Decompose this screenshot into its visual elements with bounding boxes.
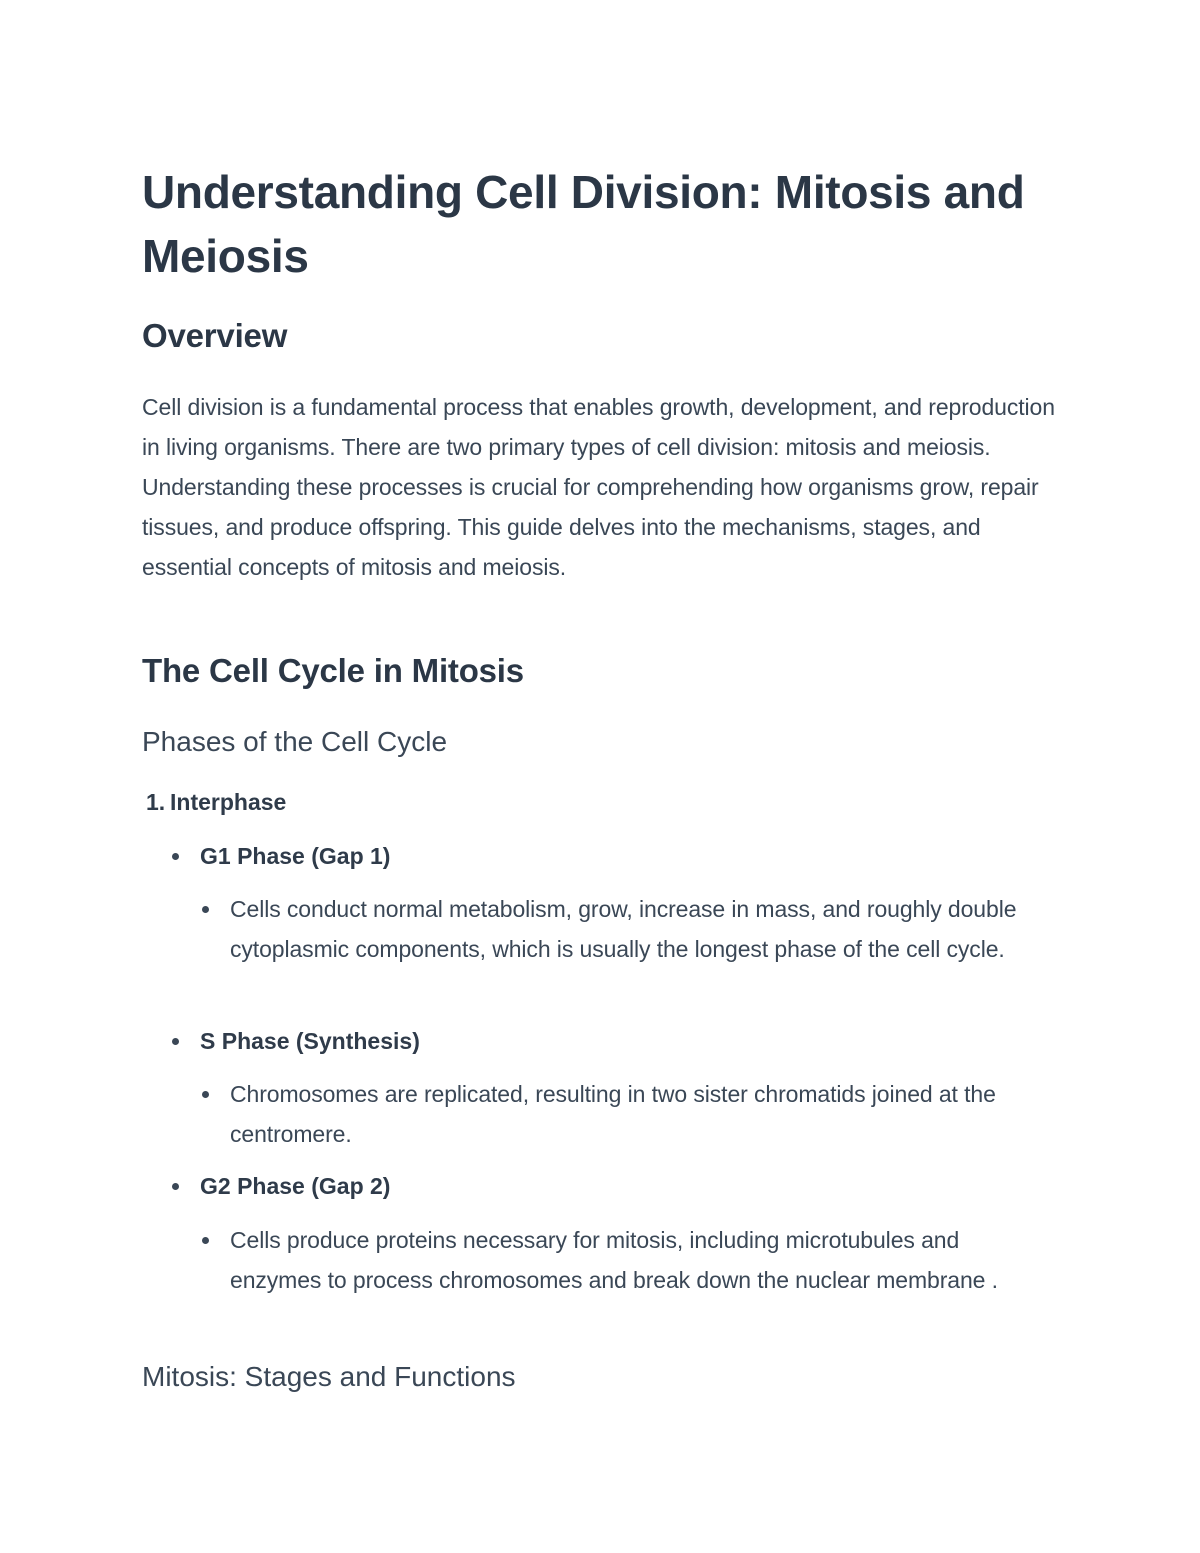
g1-phase-detail [202,889,1022,969]
bullet-icon [172,853,179,860]
list-number: 1. [146,789,166,815]
overview-paragraph: Cell division is a fundamental process that enables growth, development, and reproduction in living organisms. There are two primary types of cell division: mitosis and meiosis. Understanding these processes is crucial for comprehending how organisms grow, repair tissues, and produce offspring. This guide delves into the mechanisms, stages, and essential concepts of mitosis and meiosis. [142,394,1055,580]
interphase-label: Interphase [170,789,287,815]
g2-phase-label: G2 Phase (Gap 2) [200,1173,391,1199]
interphase-list-item [146,784,286,820]
bullet-icon [202,1237,209,1244]
cell-cycle-heading: The Cell Cycle in Mitosis [142,652,524,689]
bullet-icon [172,1038,179,1045]
g1-phase-label: G1 Phase (Gap 1) [200,843,391,869]
g1-phase-detail-text: Cells conduct normal metabolism, grow, increase in mass, and roughly double cytoplasmic components, which is usually the longest phase of the cell cycle. [230,896,1017,962]
s-phase-detail [202,1074,1022,1154]
overview-heading: Overview [142,317,288,354]
s-phase-detail-text: Chromosomes are replicated, resulting in two sister chromatids joined at the centromere. [230,1081,996,1147]
g2-phase-item [172,1168,390,1204]
document-title: Understanding Cell Division: Mitosis and Meiosis [142,166,1025,282]
g1-phase-item [172,838,390,874]
g2-phase-detail-text: Cells produce proteins necessary for mitosis, including microtubules and enzymes to process chromosomes and break down the nuclear membrane . [230,1227,998,1293]
s-phase-item [172,1023,420,1059]
s-phase-label: S Phase (Synthesis) [200,1028,420,1054]
bullet-icon [172,1183,179,1190]
mitosis-stages-subheading: Mitosis: Stages and Functions [142,1361,516,1392]
bullet-icon [202,1091,209,1098]
phases-subheading: Phases of the Cell Cycle [142,726,448,757]
g2-phase-detail [202,1220,1022,1300]
bullet-icon [202,906,209,913]
